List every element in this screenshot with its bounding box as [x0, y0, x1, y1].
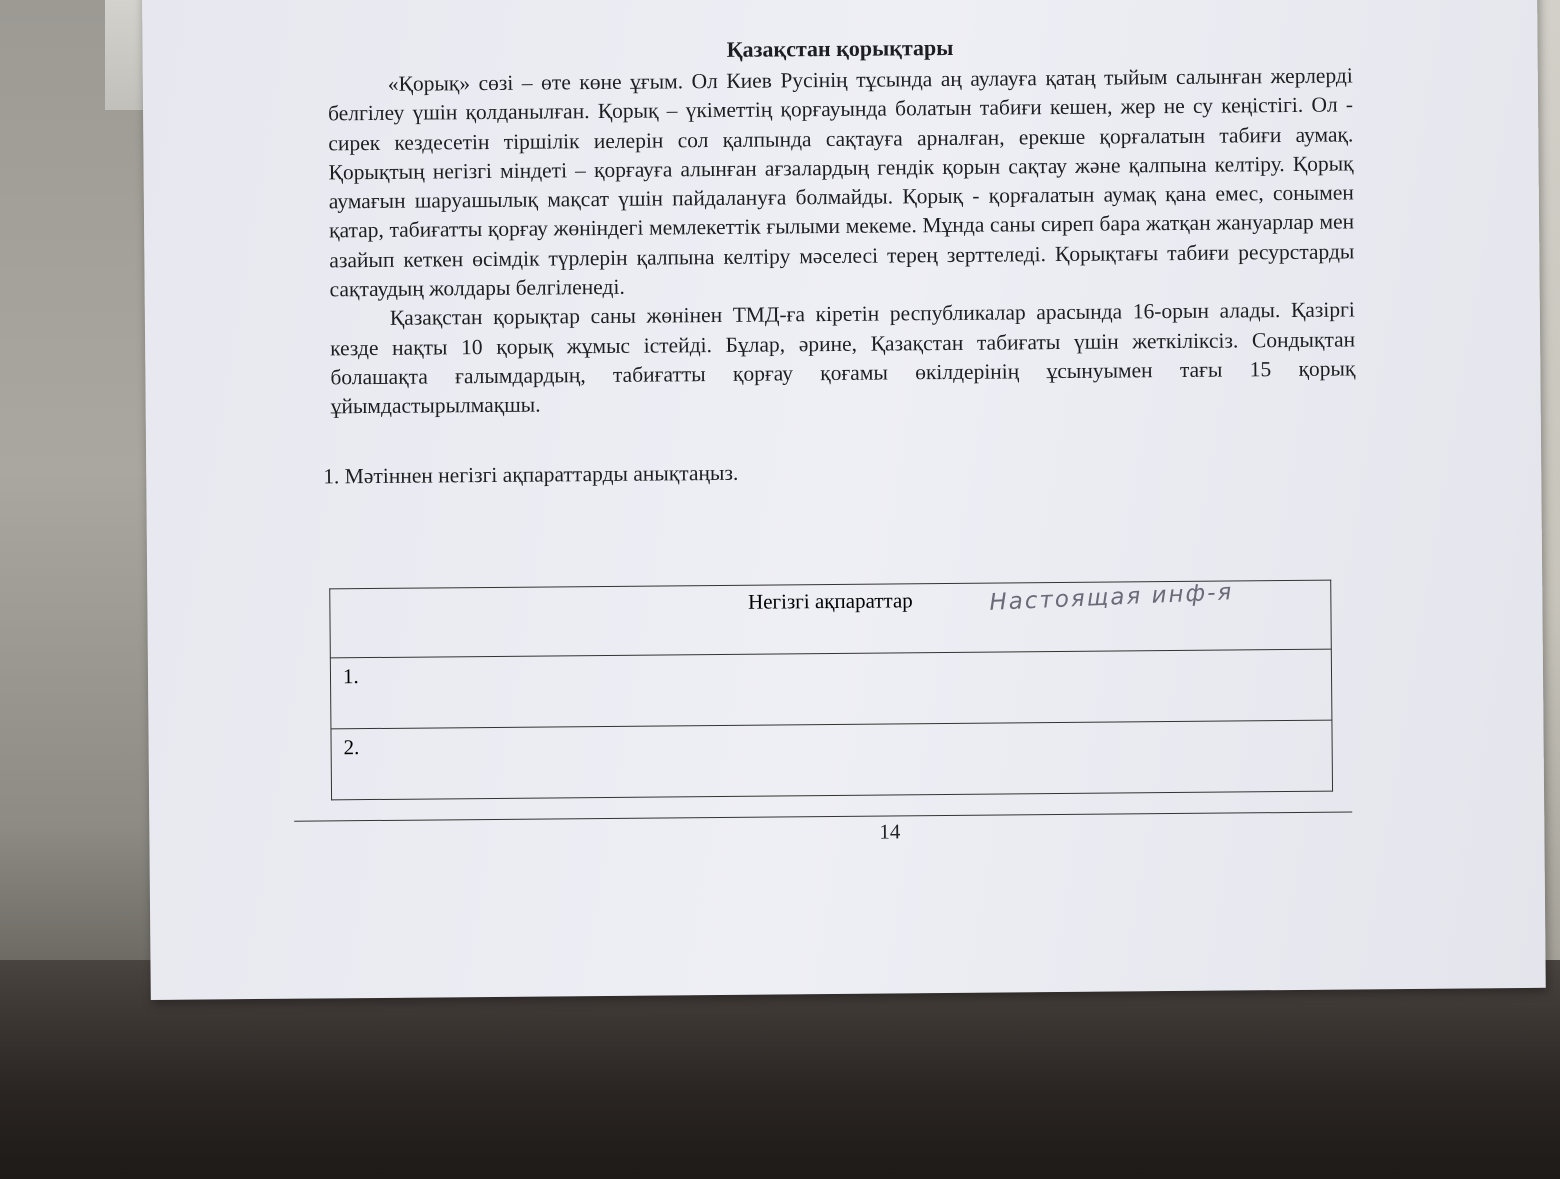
document-body [323, 31, 1356, 488]
paragraph-1: «Қорық» сөзі – өте көне ұғым. Ол Киев Русінің тұсында аң аулауға қатаң тыйым салынған жерлерді белгілеу үшін қолданылған. Қорық – үкіметтің қорғауында болатын табиғи кешен, жер не су кеңістігі. Ол - сирек кездесетін тіршілік иелерін сол қалпында сақтауға арналған, ерекше қорғалатын табиғи аумақ. Қорықтың негізгі міндеті – қорғауға алынған ағзалардың гендік қорын сақтау және қалпына келтіру. Қорық аумағын шаруашылық мақсат үшін пайдалануға болмайды. Қорық - қорғалатын аумақ қана емес, сонымен қатар, табиғатты қорғау жөніндегі мемлекеттік ғылыми мекеме. Мұнда саны сиреп бара жатқан жануарлар мен азайып кеткен өсімдік түрлерін қалпына келтіру мәселесі терең зерттеледі. Қорықтағы табиғи ресурстарды сақтаудың жолдары белгіленеді. [327, 63, 1355, 302]
table-header-label: Негізгі ақпараттар [747, 588, 913, 614]
document-title: Қазақстан қорықтары [726, 34, 954, 62]
task-question: 1. Мәтіннен негізгі ақпараттарды анықтаңыз. [323, 460, 739, 488]
footer-rule [294, 811, 1352, 821]
page-number: 14 [879, 819, 901, 844]
table-cell-2: 2. [331, 720, 1333, 800]
info-table [329, 580, 1333, 801]
handwritten-note: Настоящая инф-я [988, 579, 1234, 616]
table-row [331, 720, 1333, 800]
paragraph-2: Қазақстан қорықтар саны жөнінен ТМД-ға кіретін республикалар арасында 16-орын алады. Қазіргі кезде нақты 10 қорық жұмыс істейді. Бұлар, әрине, Қазақстан табиғаты үшін жеткіліксіз. Сондықтан болашақта ғалымдардың, табиғатты қорғау қоғамы өкілдерінің ұсынуымен тағы 15 қорық ұйымдастырылмақшы. [330, 297, 1356, 419]
table-row [330, 649, 1332, 729]
table-cell-1: 1. [330, 649, 1332, 729]
paper-sheet [142, 0, 1546, 1000]
